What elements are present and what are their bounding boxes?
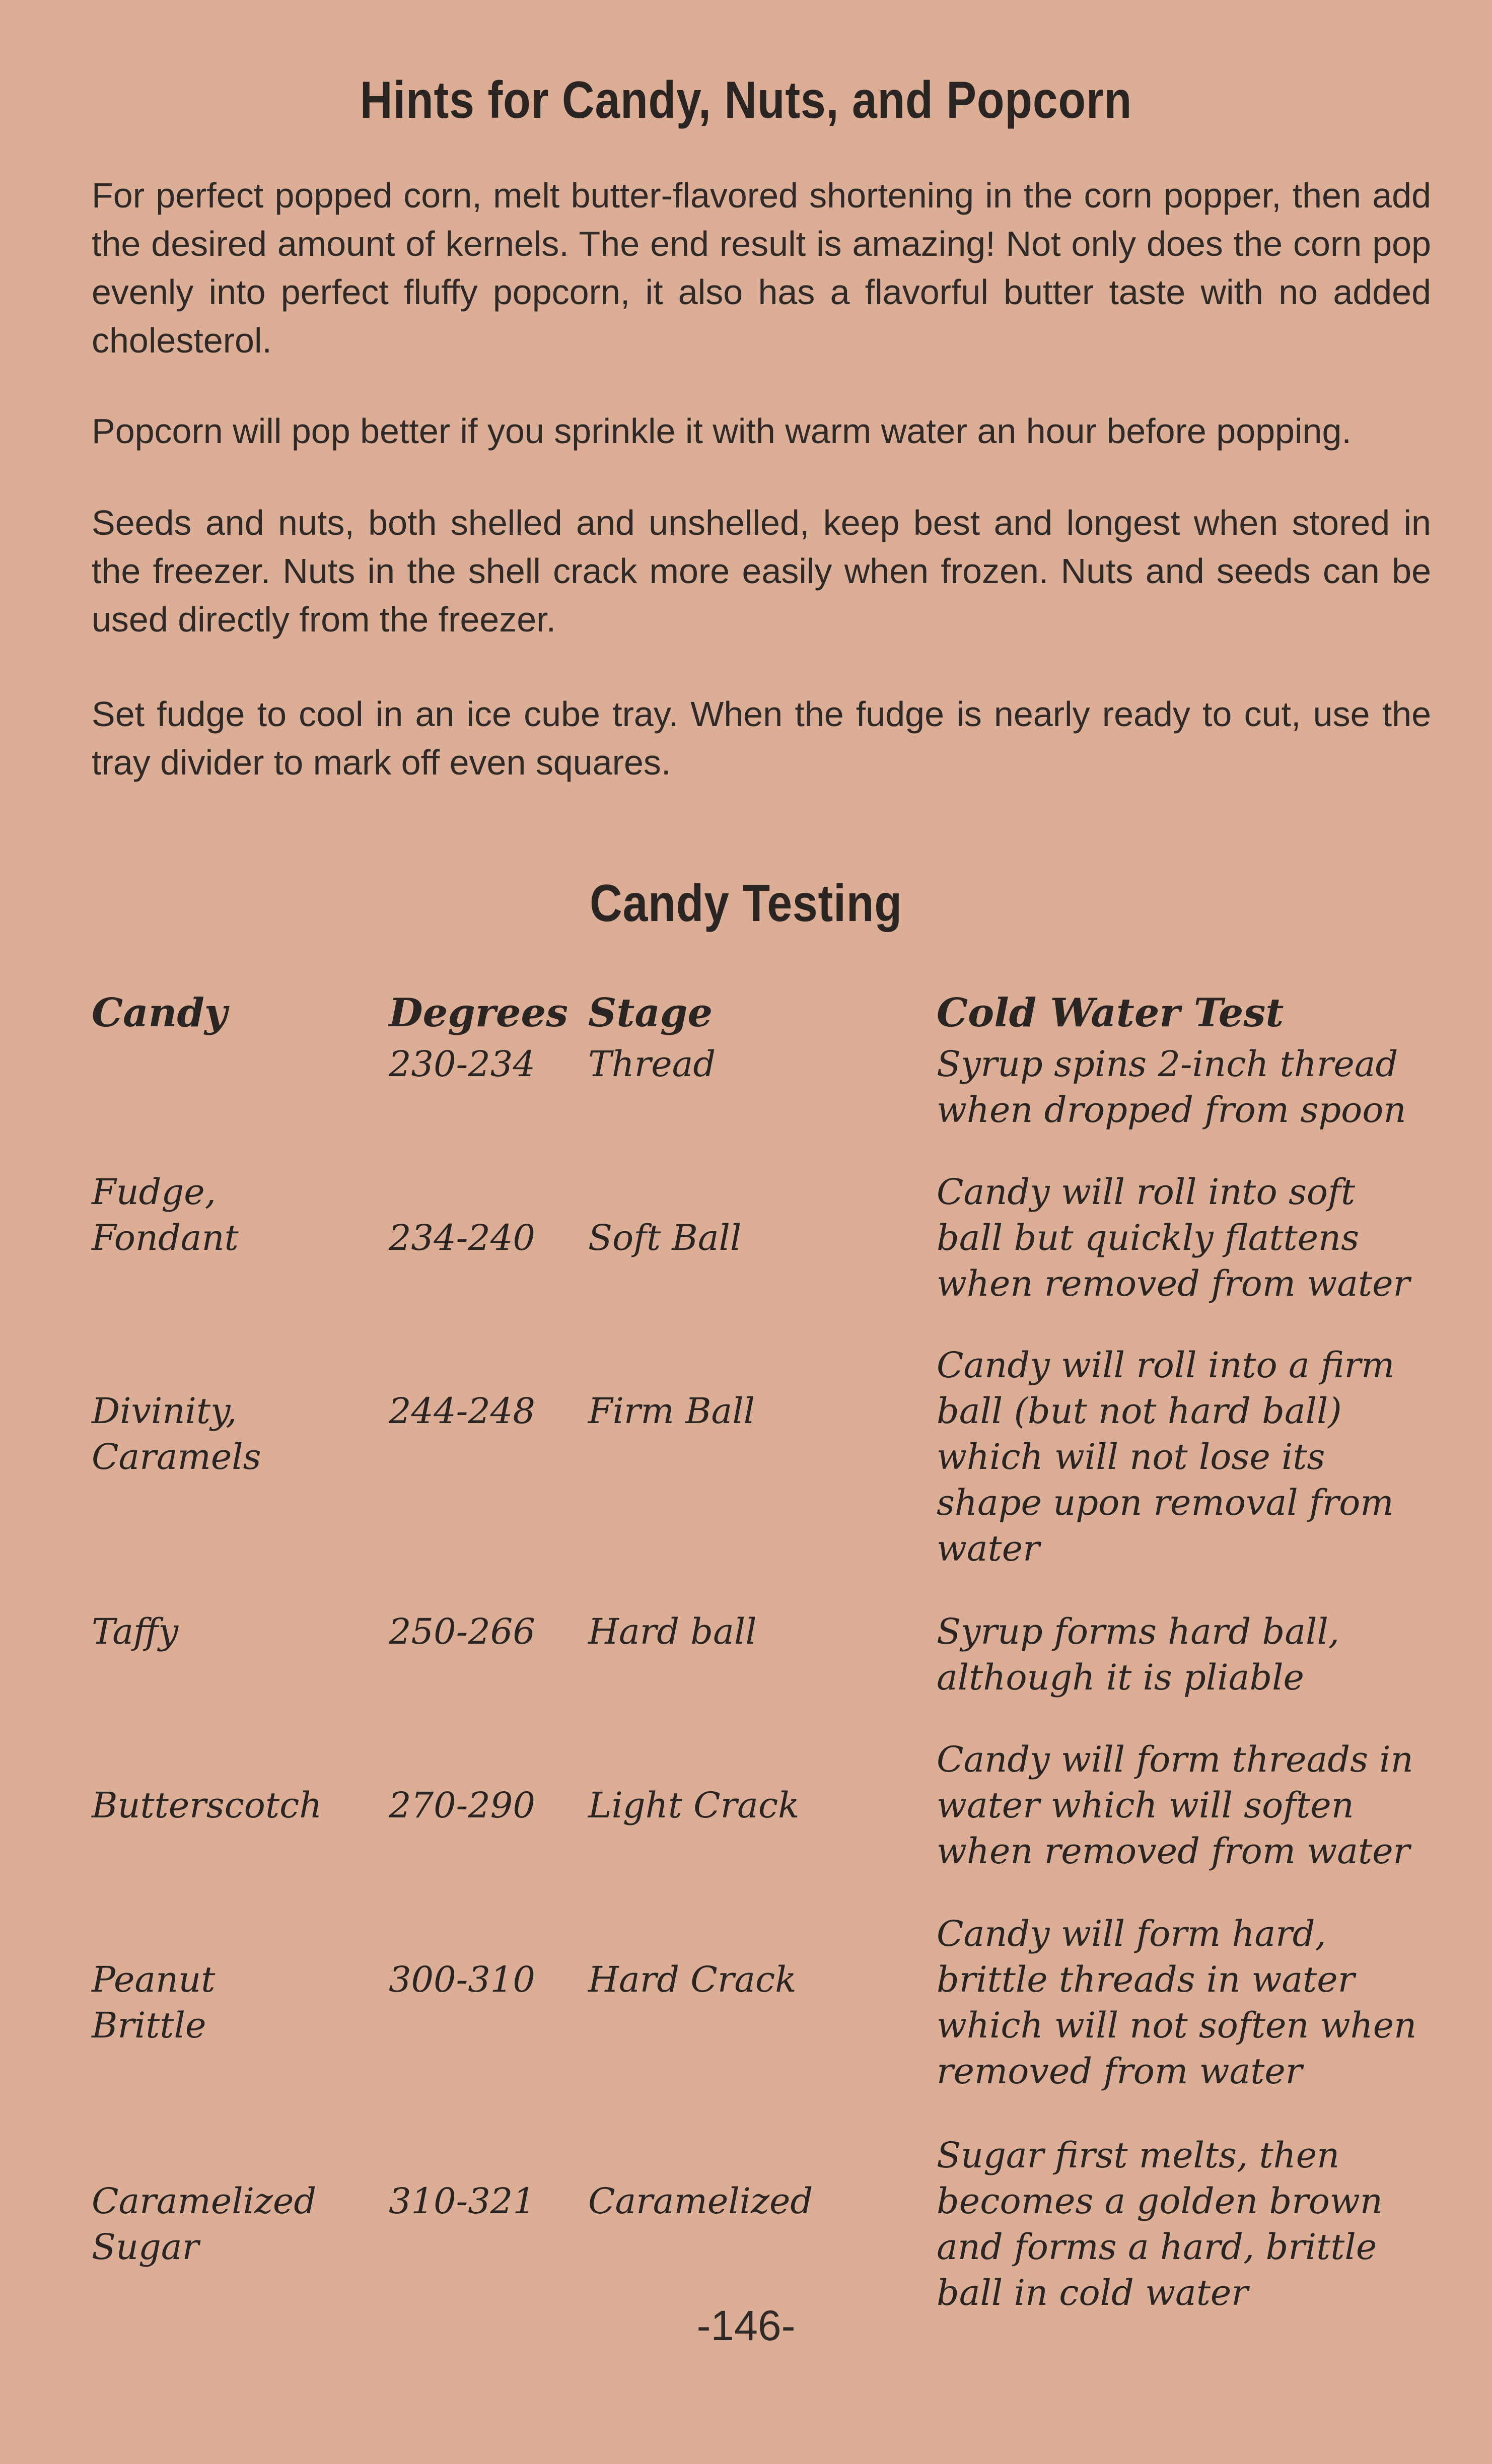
row-degrees: 244-248	[389, 1390, 535, 1432]
row-stage: Hard Crack	[588, 1959, 797, 2000]
header-cold-water-test: Cold Water Test	[937, 990, 1284, 1036]
row-candy: Fudge, Fondant	[92, 1171, 239, 1258]
hint-paragraph-fudge: Set fudge to cool in an ice cube tray. When the fudge is nearly ready to cut, use the tray divider to mark off even squares.	[92, 694, 1431, 782]
row-candy: Butterscotch	[92, 1785, 322, 1826]
row-stage: Light Crack	[588, 1785, 800, 1826]
row-stage: Firm Ball	[588, 1390, 755, 1432]
row-test: Candy will form threads in water which will soften when removed from water	[937, 1739, 1413, 1872]
row-candy: Caramelized Sugar	[92, 2180, 317, 2268]
row-stage: Soft Ball	[588, 1217, 742, 1258]
hint-paragraph-nuts: Seeds and nuts, both shelled and unshelled, keep best and longest when stored in the freezer. Nuts in the shell crack more easily when frozen. Nuts and seeds can be used directly from the freezer.	[92, 503, 1431, 639]
row-degrees: 234-240	[389, 1217, 535, 1258]
row-test: Sugar first melts, then becomes a golden brown and forms a hard, brittle ball in cold water	[937, 2135, 1383, 2313]
row-stage: Thread	[588, 1043, 716, 1085]
row-test: Candy will form hard, brittle threads in water which will not soften when removed from water	[937, 1913, 1417, 2092]
header-stage: Stage	[588, 990, 713, 1036]
row-degrees: 310-321	[389, 2180, 535, 2222]
row-degrees: 270-290	[389, 1785, 535, 1826]
row-degrees: 300-310	[389, 1959, 535, 2000]
row-stage: Caramelized	[588, 2180, 813, 2222]
row-candy: Divinity, Caramels	[92, 1390, 261, 1477]
hint-paragraph-popcorn: For perfect popped corn, melt butter-flavored shortening in the corn popper, then add the desired amount of kernels. The end result is amazing! Not only does the corn pop evenly into perfect fluffy popcorn, it also has a flavorful butter taste with no added cholesterol.	[92, 176, 1431, 360]
row-test: Candy will roll into a firm ball (but not hard ball) which will not lose its shape upon removal from water	[937, 1345, 1395, 1569]
row-candy: Taffy	[92, 1611, 179, 1652]
section-title: Candy Testing	[590, 874, 902, 933]
hint-paragraph-popcorn-water: Popcorn will pop better if you sprinkle it with warm water an hour before popping.	[92, 411, 1352, 451]
row-stage: Hard ball	[588, 1611, 757, 1652]
row-degrees: 230-234	[389, 1043, 535, 1085]
page-number: -146-	[696, 2302, 796, 2349]
header-degrees: Degrees	[389, 990, 569, 1036]
header-candy: Candy	[92, 990, 228, 1036]
row-test: Syrup forms hard ball, although it is pliable	[937, 1611, 1340, 1698]
row-test: Candy will roll into soft ball but quickly flattens when removed from water	[937, 1171, 1410, 1304]
row-candy: Peanut Brittle	[92, 1959, 216, 2046]
row-test: Syrup spins 2-inch thread when dropped from spoon	[937, 1043, 1406, 1131]
row-degrees: 250-266	[389, 1611, 535, 1652]
page-title: Hints for Candy, Nuts, and Popcorn	[360, 71, 1132, 129]
